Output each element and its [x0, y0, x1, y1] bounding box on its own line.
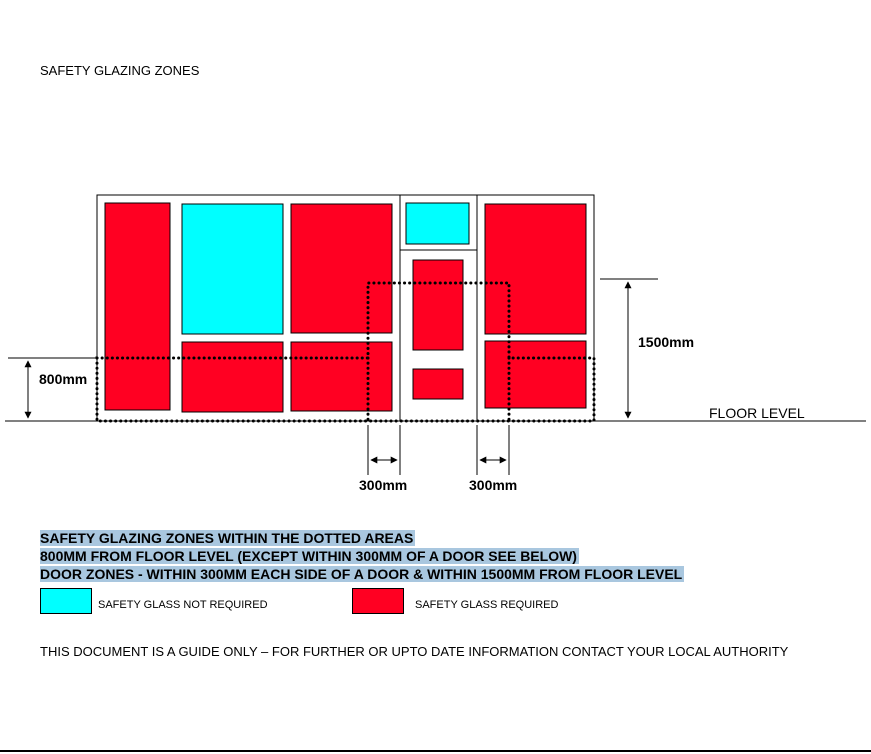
dim-300-right-label: 300mm — [469, 477, 518, 493]
pane-door-upper — [413, 260, 463, 350]
legend-swatch-not-required — [40, 588, 92, 614]
pane-right-bottom — [485, 341, 586, 408]
note-line-1: SAFETY GLAZING ZONES WITHIN THE DOTTED AREAS — [40, 530, 414, 546]
pane-top-left-clear — [182, 204, 283, 334]
pane-bottom-mid — [291, 342, 392, 411]
floor-level-label: FLOOR LEVEL — [709, 405, 805, 421]
pane-right-top — [485, 204, 586, 334]
dim-300-left-label: 300mm — [359, 477, 408, 493]
pane-left-tall — [105, 203, 170, 410]
note-line-3: DOOR ZONES - WITHIN 300MM EACH SIDE OF A DOOR & WITHIN 1500MM FROM FLOOR LEVEL — [40, 566, 683, 582]
pane-door-fanlight — [406, 203, 469, 244]
dim-1500-label: 1500mm — [638, 334, 695, 350]
zone-notes — [40, 529, 684, 583]
note-line-2: 800MM FROM FLOOR LEVEL (EXCEPT WITHIN 300MM OF A DOOR SEE BELOW) — [40, 548, 577, 564]
pane-door-lower — [413, 369, 463, 399]
legend-label-required: SAFETY GLASS REQUIRED — [415, 599, 559, 611]
disclaimer-note: THIS DOCUMENT IS A GUIDE ONLY – FOR FURTHER OR UPTO DATE INFORMATION CONTACT YOUR LOCAL AUTHORITY — [40, 644, 789, 659]
page-title: SAFETY GLAZING ZONES — [40, 63, 200, 78]
pane-bottom-left — [182, 342, 283, 412]
legend-swatch-required — [352, 588, 404, 614]
pane-top-mid — [291, 204, 392, 333]
dim-800-label: 800mm — [39, 371, 88, 387]
legend-label-not-required: SAFETY GLASS NOT REQUIRED — [98, 599, 268, 611]
bottom-divider — [0, 750, 871, 752]
